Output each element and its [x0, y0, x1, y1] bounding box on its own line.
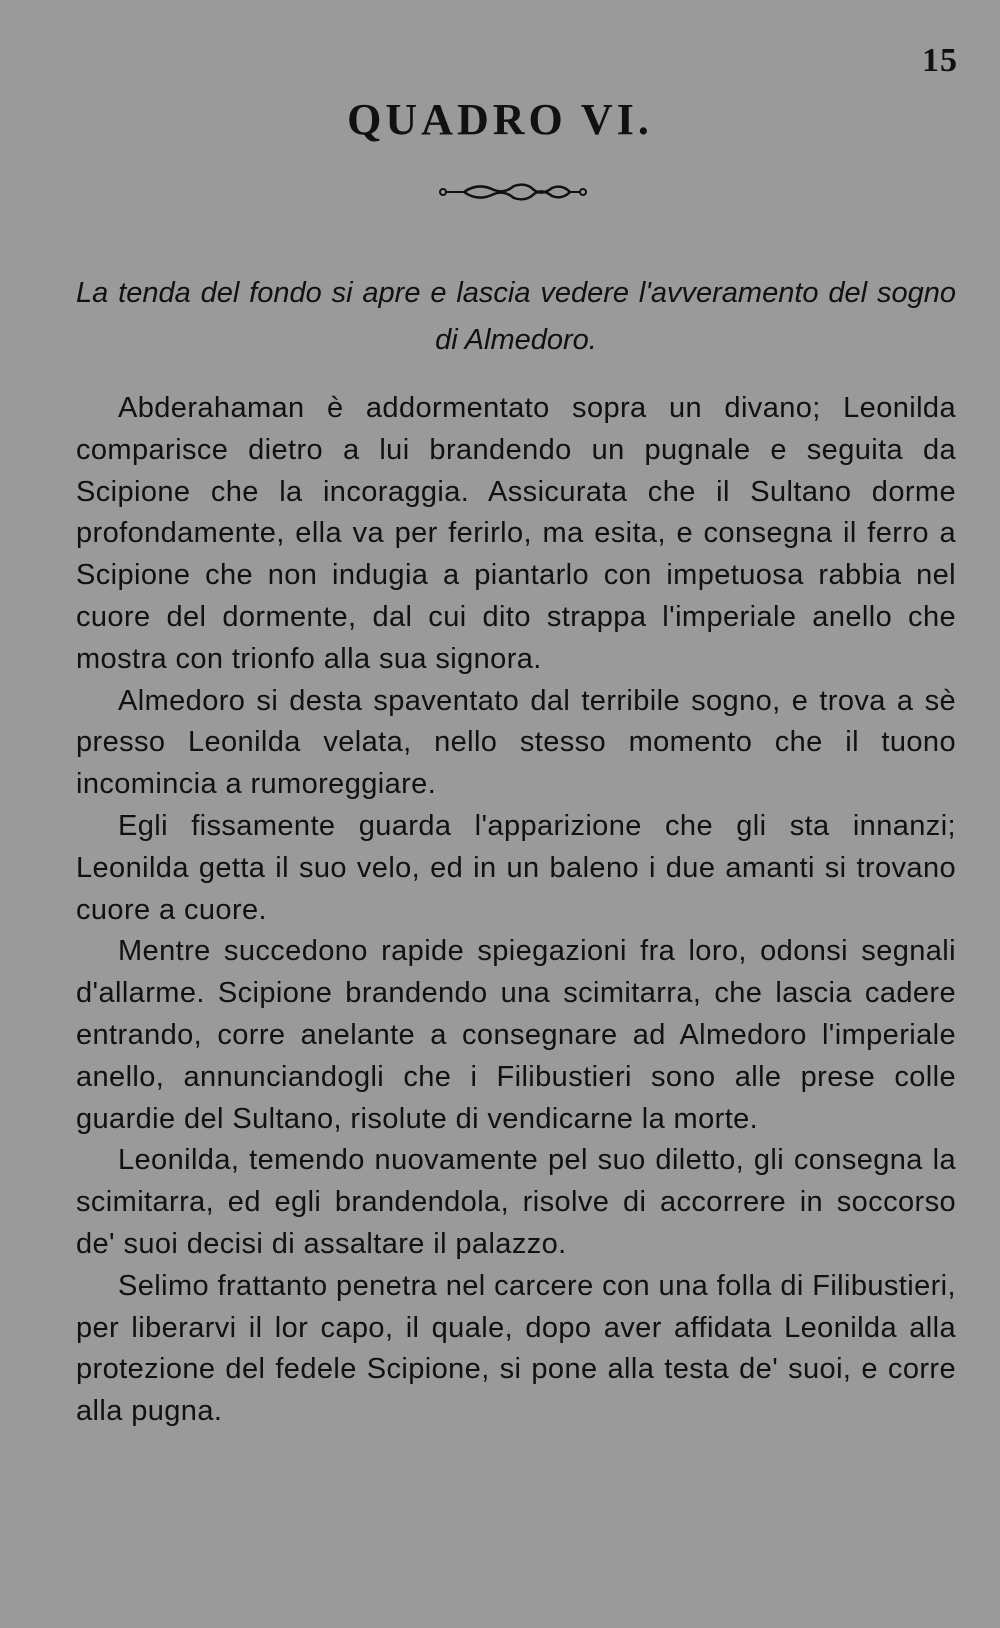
page-number: 15 [922, 42, 958, 79]
paragraph: Almedoro si desta spaventato dal terribile sogno, e trova a sè presso Leonilda velata, nello stesso momento che il tuono incomincia a rumoreggiare. [76, 684, 956, 801]
paragraph: Mentre succedono rapide spiegazioni fra loro, odonsi segnali d'allarme. Scipione brandendo una scimitarra, che lascia cadere entrando, corre anelante a consegnare ad Almedoro l'imperiale anello, annunciandogli che i Filibustieri sono alle prese colle guardie del Sultano, risolute di vendicarne la morte. [76, 935, 956, 1135]
ornament-divider-icon [438, 180, 588, 204]
page-title: QUADRO VI. [347, 95, 653, 144]
paragraph: Abderahaman è addormentato sopra un divano; Leonilda comparisce dietro a lui brandendo un pugnale e seguita da Scipione che la incoraggia. Assicurata che il Sultano dorme profondamente, ella va per ferirlo, ma esita, e consegna il ferro a Scipione che non indugia a piantarlo con impetuosa rabbia nel cuore del dormente, dal cui dito strappa l'imperiale anello che mostra con trionfo alla sua signora. [76, 392, 956, 675]
stage-direction: La tenda del fondo si apre e lascia vedere l'avveramento del sogno di Almedoro. [76, 277, 956, 356]
paragraph: Leonilda, temendo nuovamente pel suo diletto, gli consegna la scimitarra, ed egli brandendola, risolve di accorrere in soccorso de' suoi decisi di assaltare il palazzo. [76, 1144, 956, 1260]
body-text [76, 388, 956, 1433]
paragraph: Selimo frattanto penetra nel carcere con una folla di Filibustieri, per liberarvi il lor capo, il quale, dopo aver affidata Leonilda alla protezione del fedele Scipione, si pone alla testa de' suoi, e corre alla pugna. [76, 1269, 956, 1428]
paragraph: Egli fissamente guarda l'apparizione che gli sta innanzi; Leonilda getta il suo velo, ed in un baleno i due amanti si trovano cuore a cuore. [76, 809, 956, 926]
